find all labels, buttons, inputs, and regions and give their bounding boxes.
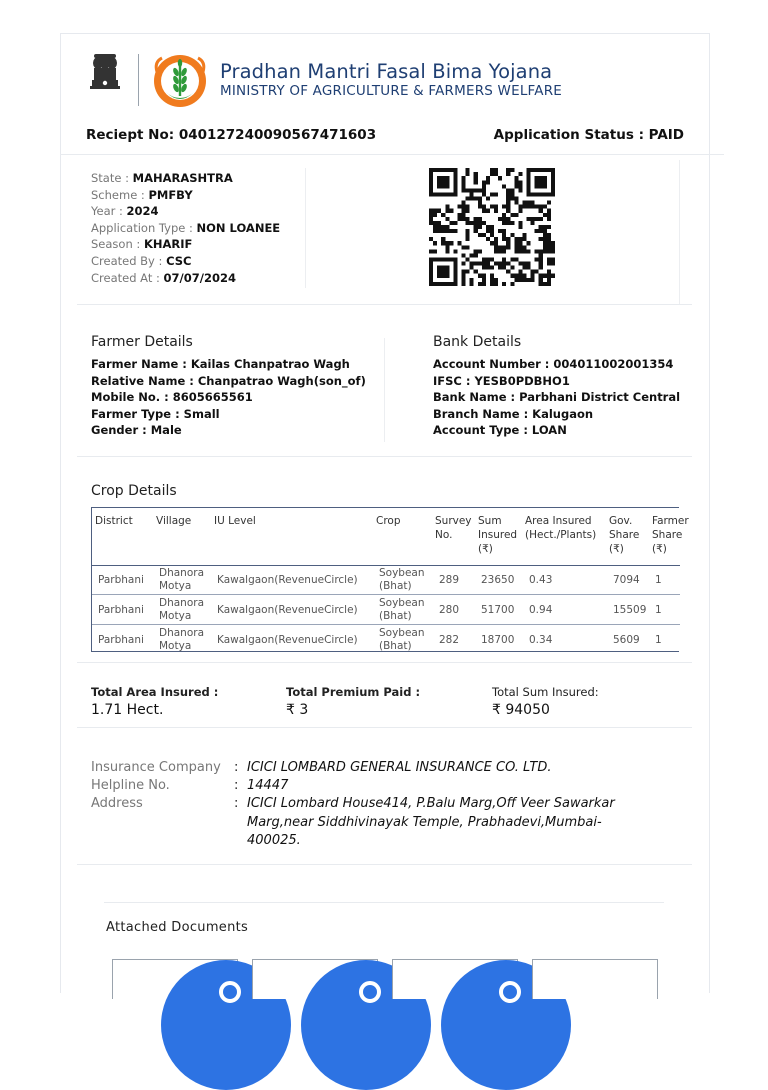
total-area-label: Total Area Insured : <box>91 685 219 699</box>
cell-area-insured: 0.94 <box>529 604 553 616</box>
total-area-value: 1.71 Hect. <box>91 702 164 718</box>
document-thumbnail[interactable] <box>392 959 518 999</box>
meta-row: Scheme : PMFBY <box>91 187 193 202</box>
cell-gov-share: 7094 <box>613 574 640 586</box>
divider <box>77 864 692 865</box>
cell-gov-share: 5609 <box>613 634 640 646</box>
application-meta <box>91 170 280 286</box>
cell-village: Dhanora Motya <box>159 597 205 622</box>
attached-documents-title: Attached Documents <box>106 920 249 935</box>
column-header-farmer-share: Farmer Share (₹) <box>652 515 689 555</box>
farmer-details-title: Farmer Details <box>91 334 193 350</box>
column-header-iu-level: IU Level <box>214 515 256 527</box>
helpline-label: Helpline No. <box>91 778 170 793</box>
column-header-sum-insured: Sum Insured (₹) <box>478 515 518 555</box>
farmer-detail-line: Relative Name : Chanpatrao Wagh(son_of) <box>91 373 366 388</box>
address-value: ICICI Lombard House414, P.Balu Marg,Off Veer Sawarkar Marg,near Siddhivinayak Temple, Prabhadevi,Mumbai- 400025. <box>247 796 615 848</box>
divider <box>104 902 664 903</box>
divider <box>77 727 692 728</box>
cell-survey-no: 282 <box>439 634 460 646</box>
divider <box>77 304 692 305</box>
total-premium-value: ₹ 3 <box>286 702 309 718</box>
meta-row: State : MAHARASHTRA <box>91 171 233 185</box>
document-thumbnail[interactable] <box>112 959 238 999</box>
cell-crop: Soybean (Bhat) <box>379 627 425 652</box>
bank-detail-line: Bank Name : Parbhani District Central <box>433 390 681 405</box>
qr-code-icon <box>429 168 555 286</box>
total-sum-value: ₹ 94050 <box>492 702 550 718</box>
divider <box>384 338 385 442</box>
ministry-subtitle: MINISTRY OF AGRICULTURE & FARMERS WELFARE <box>220 83 563 99</box>
colon: : <box>234 796 239 811</box>
cell-district: Parbhani <box>98 604 144 616</box>
cell-crop: Soybean (Bhat) <box>379 567 425 592</box>
application-status: Application Status : PAID <box>493 127 684 143</box>
document-thumbnail[interactable] <box>252 959 378 999</box>
receipt-number: Reciept No: 040127240090567471603 <box>86 127 377 143</box>
colon: : <box>234 778 239 793</box>
cell-crop: Soybean (Bhat) <box>379 597 425 622</box>
column-header-village: Village <box>156 515 192 527</box>
bank-details-title: Bank Details <box>433 334 522 350</box>
cell-sum-insured: 18700 <box>481 634 515 646</box>
insurance-company-value: ICICI LOMBARD GENERAL INSURANCE CO. LTD. <box>247 760 552 775</box>
cell-survey-no: 289 <box>439 574 460 586</box>
crop-details-title: Crop Details <box>91 483 177 499</box>
bank-detail-line: Account Type : LOAN <box>433 423 567 438</box>
cell-area-insured: 0.43 <box>529 574 553 586</box>
farmer-detail-line: Gender : Male <box>91 423 182 438</box>
bank-detail-line: Branch Name : Kalugaon <box>433 406 594 421</box>
farmer-detail-line: Farmer Name : Kailas Chanpatrao Wagh <box>91 357 350 371</box>
total-sum-label: Total Sum Insured: <box>492 685 599 699</box>
divider <box>77 456 692 457</box>
column-header-gov-share: Gov. Share (₹) <box>609 515 640 555</box>
bank-detail-line: IFSC : YESB0PDBHO1 <box>433 373 570 388</box>
bank-detail-line: Account Number : 004011002001354 <box>433 357 674 371</box>
meta-row: Created At : 07/07/2024 <box>91 270 236 285</box>
cell-district: Parbhani <box>98 574 144 586</box>
divider <box>679 160 680 304</box>
divider <box>305 168 306 288</box>
farmer-details <box>91 356 366 439</box>
cell-farmer-share: 1 <box>655 604 662 616</box>
farmer-detail-line: Mobile No. : 8605665561 <box>91 390 253 405</box>
table-row <box>92 625 680 655</box>
header-divider <box>138 54 139 106</box>
divider <box>60 154 724 155</box>
meta-row: Created By : CSC <box>91 253 192 268</box>
cell-village: Dhanora Motya <box>159 567 205 592</box>
cell-farmer-share: 1 <box>655 574 662 586</box>
meta-row: Season : KHARIF <box>91 237 193 252</box>
meta-row: Application Type : NON LOANEE <box>91 220 281 235</box>
total-premium-label: Total Premium Paid : <box>286 685 421 699</box>
cell-sum-insured: 23650 <box>481 574 515 586</box>
crop-table <box>91 507 689 652</box>
cell-village: Dhanora Motya <box>159 627 205 652</box>
pmfby-logo-icon <box>148 50 212 110</box>
document-thumbnail-empty[interactable] <box>532 959 658 999</box>
cell-iu-level: Kawalgaon(RevenueCircle) <box>217 634 358 646</box>
national-emblem-icon <box>84 50 126 108</box>
scheme-title: Pradhan Mantri Fasal Bima Yojana <box>220 60 553 83</box>
cell-district: Parbhani <box>98 634 144 646</box>
cell-survey-no: 280 <box>439 604 460 616</box>
table-row <box>92 595 680 625</box>
table-row <box>92 565 680 595</box>
meta-row: Year : 2024 <box>91 204 159 219</box>
cell-sum-insured: 51700 <box>481 604 515 616</box>
colon: : <box>234 760 239 775</box>
cell-iu-level: Kawalgaon(RevenueCircle) <box>217 574 358 586</box>
address-label: Address <box>91 796 143 811</box>
bank-details <box>433 356 680 439</box>
insurance-company-label: Insurance Company <box>91 760 221 775</box>
farmer-detail-line: Farmer Type : Small <box>91 406 220 421</box>
column-header-district: District <box>95 515 133 527</box>
column-header-survey-no: Survey No. <box>435 515 472 541</box>
helpline-value: 14447 <box>247 778 289 793</box>
column-header-area-insured: Area Insured (Hect./Plants) <box>525 515 597 541</box>
cell-gov-share: 15509 <box>613 604 647 616</box>
cell-iu-level: Kawalgaon(RevenueCircle) <box>217 604 358 616</box>
cell-farmer-share: 1 <box>655 634 662 646</box>
divider <box>77 662 692 663</box>
cell-area-insured: 0.34 <box>529 634 553 646</box>
column-header-crop: Crop <box>376 515 401 527</box>
